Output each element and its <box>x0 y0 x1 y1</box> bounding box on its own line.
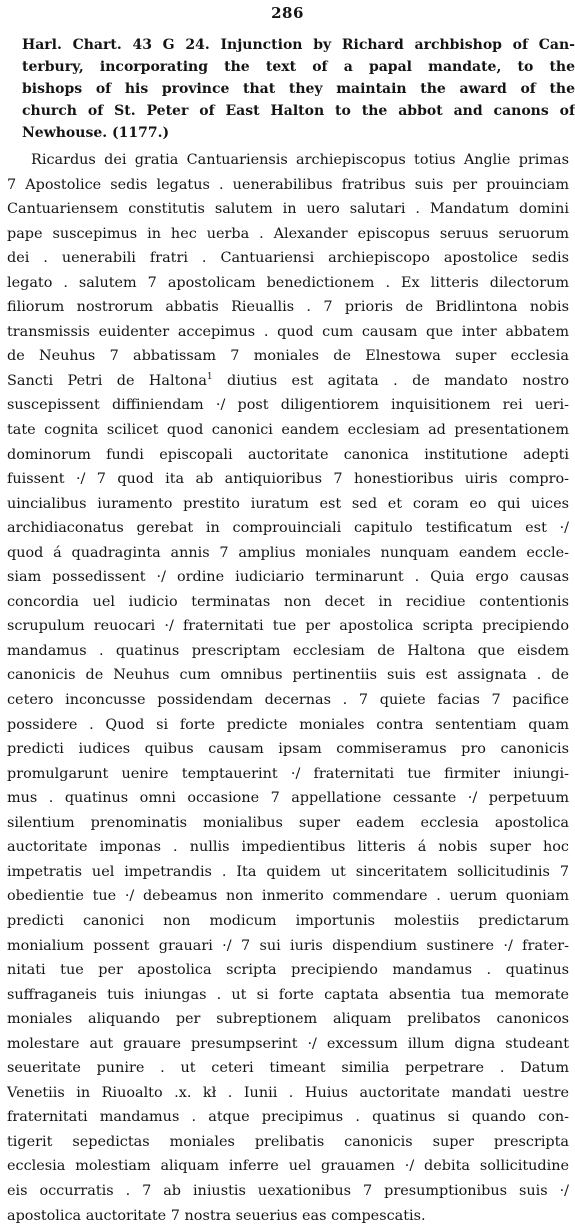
text-line: molestare aut grauare presumpserint ·/ excessum illum digna studeant <box>7 1035 569 1052</box>
text-line: seueritate punire . ut ceteri timeant similia perpetrare . Datum <box>7 1060 569 1077</box>
heading-line: bishops of his province that they maintain the award of the <box>22 81 575 97</box>
text-line: concordia uel iudicio terminatas non decet in recidiue contentionis <box>7 593 569 610</box>
charter-heading <box>7 34 575 144</box>
footnote-marker: 1 <box>206 371 213 382</box>
text-line: uincialibus iuramento prestito iuratum est sed et coram eo qui uices <box>7 495 569 512</box>
text-line: 7 Apostolice sedis legatus . uenerabilibus fratribus suis per prouinciam <box>7 176 569 193</box>
text-line: siam possedissent ·/ ordine iudiciario terminarunt . Quia ergo causas <box>7 569 569 586</box>
heading-line: church of St. Peter of East Halton to the abbot and canons of <box>22 103 575 119</box>
text-line: quod á quadraginta annis 7 amplius moniales nunquam eandem eccle- <box>7 544 569 561</box>
text-line: dominorum fundi episcopali auctoritate canonica institutione adepti <box>7 446 569 463</box>
text-line: canonicis de Neuhus cum omnibus pertinentiis suis est assignata . de <box>7 667 569 684</box>
text-line-with-footnote <box>7 369 569 394</box>
text-line: archidiaconatus gerebat in comprouinciali capitulo testificatum est ·/ <box>7 520 569 537</box>
heading-line: terbury, incorporating the text of a papal mandate, to the <box>22 59 575 75</box>
text-line: de Neuhus 7 abbatissam 7 moniales de Elnestowa super ecclesia <box>7 348 569 365</box>
text-line: apostolica auctoritate 7 nostra seuerius eas compescatis. <box>7 1207 426 1224</box>
text-line: tigerit sepedictas moniales prelibatis canonicis super prescripta <box>7 1133 569 1150</box>
text-line: Ricardus dei gratia Cantuariensis archiepiscopus totius Anglie primas <box>31 152 569 168</box>
text-line: filiorum nostrorum abbatis Rieuallis . 7 prioris de Bridlintona nobis <box>7 299 569 316</box>
charter-body-text <box>7 148 569 1228</box>
text-line: transmissis euidenter accepimus . quod cum causam que inter abbatem <box>7 323 569 340</box>
text-line: legato . salutem 7 apostolicam benedictionem . Ex litteris dilectorum <box>7 274 569 291</box>
text-line: dei . uenerabili fratri . Cantuariensi archiepiscopo apostolice sedis <box>7 250 569 267</box>
text-line: impetratis uel impetrandis . Ita quidem ut sinceritatem sollicitudinis 7 <box>7 863 569 880</box>
text-line: suscepissent diffiniendam ·/ post diligentiorem inquisitionem rei ueri- <box>7 397 569 414</box>
text-line: nitati tue per apostolica scripta precipiendo mandamus . quatinus <box>7 962 569 979</box>
text-line: possidere . Quod si forte predicte moniales contra sententiam quam <box>7 716 569 733</box>
text-line: mandamus . quatinus prescriptam ecclesiam de Haltona que eisdem <box>7 642 569 659</box>
text-line: predicti canonici non modicum importunis molestiis predictarum <box>7 912 569 929</box>
text-line: fuissent ·/ 7 quod ita ab antiquioribus 7 honestioribus uiris compro- <box>7 471 569 488</box>
text-line: silentium prenominatis monialibus super eadem ecclesia apostolica <box>7 814 569 831</box>
text-line: scrupulum reuocari ·/ fraternitati tue per apostolica scripta precipiendo <box>7 618 569 635</box>
text-line: pape suscepimus in hec uerba . Alexander episcopus seruus seruorum <box>7 225 569 242</box>
text-line: monialium possent grauari ·/ 7 sui iuris dispendium sustinere ·/ frater- <box>7 937 569 954</box>
text-line: Venetiis in Riuoalto .x. kł . Iunii . Huius auctoritate mandati uestre <box>7 1084 569 1101</box>
heading-line: Harl. Chart. 43 G 24. Injunction by Richard archbishop of Can- <box>22 37 575 53</box>
text-line: fraternitati mandamus . atque precipimus . quatinus si quando con- <box>7 1109 569 1126</box>
text-segment: Sancti Petri de Haltona <box>7 372 207 389</box>
text-line: mus . quatinus omni occasione 7 appellatione cessante ·/ perpetuum <box>7 790 569 807</box>
text-line: obedientie tue ·/ debeamus non inmerito commendare . uerum quoniam <box>7 888 569 905</box>
page-number: 286 <box>271 4 304 22</box>
text-line: eis occurratis . 7 ab iniustis uexationibus 7 presumptionibus suis ·/ <box>7 1182 569 1199</box>
text-line: Cantuariensem constitutis salutem in uero salutari . Mandatum domini <box>7 201 569 218</box>
text-line: promulgarunt uenire temptauerint ·/ fraternitati tue firmiter iniungi- <box>7 765 569 782</box>
text-line: moniales aliquando per subreptionem aliquam prelibatos canonicos <box>7 1011 569 1028</box>
text-line: auctoritate imponas . nullis impedientibus litteris á nobis super hoc <box>7 839 569 856</box>
text-segment: diutius est agitata . de mandato nostro <box>212 372 569 389</box>
heading-line: Newhouse. (1177.) <box>22 125 170 141</box>
text-line: ecclesia molestiam aliquam inferre uel grauamen ·/ debita sollicitudine <box>7 1158 569 1175</box>
text-line: predicti iudices quibus causam ipsam commiseramus pro canonicis <box>7 741 569 758</box>
text-line: suffraganeis tuis iniungas . ut si forte captata absentia tua memorate <box>7 986 569 1003</box>
text-line: cetero inconcusse possidendam decernas . 7 quiete facias 7 pacifice <box>7 692 569 709</box>
text-line: tate cognita scilicet quod canonici eandem ecclesiam ad presentationem <box>7 422 569 439</box>
